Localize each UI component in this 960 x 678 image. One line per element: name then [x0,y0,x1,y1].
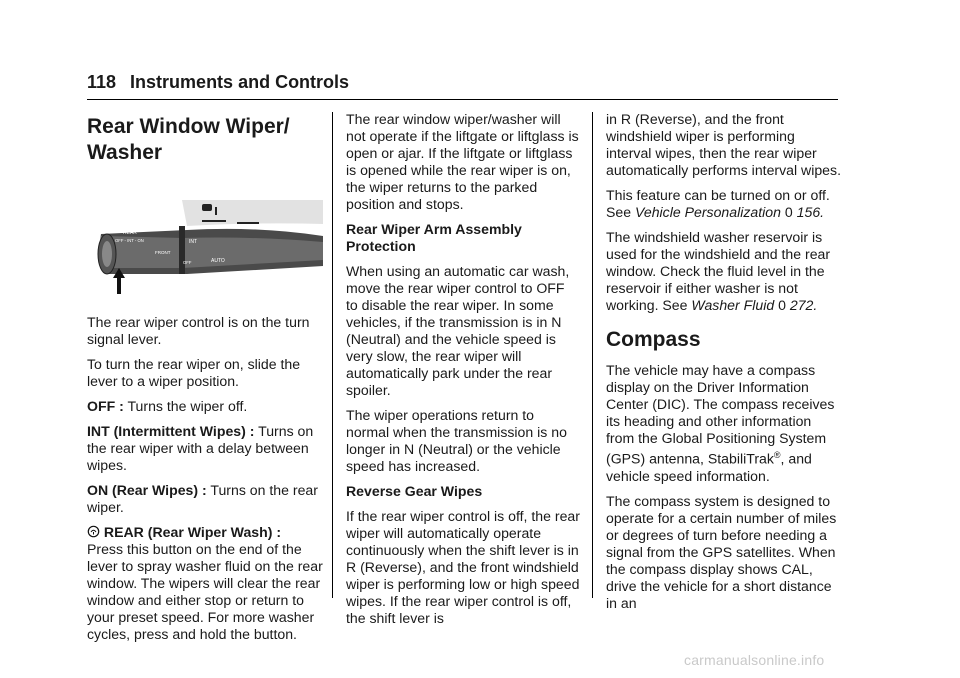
paragraph: in R (Reverse), and the front windshield wiper is performing interval wipes, then the rear wiper automatically performs interval wipes. [606,111,841,178]
figure-label-off: OFF [183,260,192,265]
paragraph-washer: The windshield washer reservoir is used for the windshield and the rear window. Check the fluid level in the reservoir if either washer is not working. See Washer Fluid 0 272. [606,229,831,313]
wiper-lever-figure [87,196,323,296]
definition-on: ON (Rear Wipes) : Turns on the rear wiper. [87,482,318,515]
watermark: carmanualsonline.info [684,652,825,668]
page-ref-symbol: 0 [778,297,786,313]
paragraph: If the rear wiper control is off, the rear wiper will automatically operate continuously when the shift lever is in R (Reverse), and the front windshield wiper is performing low or high speed wipes. If the rear wiper control is off, the shift lever is [346,508,580,626]
paragraph: The rear wiper control is on the turn signal lever. [87,314,310,347]
definition-int: INT (Intermittent Wipes) : Turns on the rear wiper with a delay between wipes. [87,423,314,473]
cross-reference-link[interactable]: Washer Fluid [691,297,775,313]
page-ref: 272. [789,297,818,313]
paragraph: The vehicle may have a compass display on the Driver Information Center (DIC). The compass receives its heading and other information from the Global Positioning System (GPS) antenna, StabiliTrak®, and vehicle speed information. [606,362,835,484]
paragraph: The compass system is designed to operate for a certain number of miles or degrees of turn before needing a signal from the GPS satellites. When the compass display shows CAL, drive the vehicle for a short distance in an [606,492,837,611]
figure-label-front: FRONT [155,250,171,255]
page-ref: 156. [796,204,825,220]
header-rule [87,99,838,100]
subheading: Rear Wiper Arm Assembly Protection [346,221,522,254]
page-header [87,72,349,93]
figure-label-rear: REAR [123,230,137,236]
rear-wiper-heading: Rear Window Wiper/ Washer [87,115,290,164]
cross-reference-link[interactable]: Vehicle Personalization [635,204,781,220]
definition-wash: REAR (Rear Wiper Wash) : Press this button on the end of the lever to spray washer fluid on the rear window. The wipers will clear the rear window and either stop or return to your preset speed. For more washer cycles, press and hold the button. [87,524,323,642]
figure-label-auto: AUTO [211,258,225,264]
subheading: Reverse Gear Wipes [346,483,483,499]
definition-off: OFF : Turns the wiper off. [87,398,248,414]
figure-label-int: INT [189,239,198,245]
column-3 [606,111,842,620]
column-divider [332,112,333,598]
page-number: 118 [87,72,117,92]
column-divider [592,112,593,598]
paragraph: To turn the rear wiper on, slide the lever to a wiper position. [87,356,301,389]
column-1 [87,110,323,651]
compass-heading: Compass [606,328,701,351]
page-ref-symbol: 0 [784,204,793,220]
paragraph: The wiper operations return to normal when the transmission is no longer in N (Neutral) or the vehicle speed has increased. [346,407,567,474]
paragraph: When using an automatic car wash, move the rear wiper control to OFF to disable the rear wiper. In some vehicles, if the transmission is in N (Neutral) and the vehicle speed is very slow, the rear wiper will automatically park under the rear spoiler. [346,263,570,398]
paragraph: The rear window wiper/washer will not operate if the liftgate or liftglass is open or ajar. If the liftgate or liftglass is opened while the rear wiper is on, the wiper returns to the parked position and stops. [346,111,579,212]
paragraph-personalization: This feature can be turned on or off. See Vehicle Personalization 0 156. [606,187,830,220]
section-title: Instruments and Controls [130,72,350,92]
figure-label-off-int-on: OFF - INT - ON [115,238,144,243]
column-2 [346,111,580,635]
rear-washer-icon [87,525,100,538]
